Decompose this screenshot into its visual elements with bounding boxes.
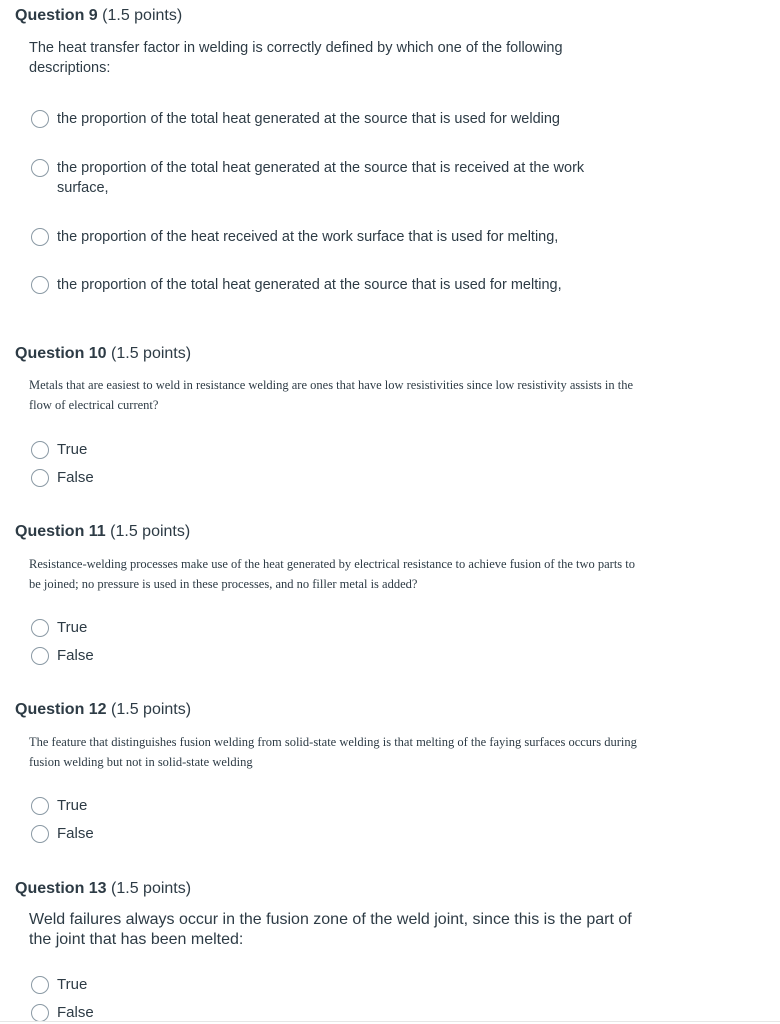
answer-label[interactable]: True [57, 797, 88, 814]
question-title: Question 9 [15, 7, 98, 24]
answer-option[interactable] [31, 158, 631, 198]
question-text: Weld failures always occur in the fusion zone of the weld joint, since this is the part of the joint that has been melted: [29, 911, 632, 948]
answer-option-false[interactable] [31, 1003, 631, 1023]
question-title: Question 13 [15, 880, 107, 897]
question-title: Question 12 [15, 701, 107, 718]
divider [0, 1021, 780, 1022]
radio-button[interactable] [31, 825, 49, 843]
question-points: (1.5 points) [111, 880, 192, 897]
answer-option[interactable] [31, 227, 631, 247]
question-points: (1.5 points) [111, 345, 192, 362]
question-title: Question 11 [15, 523, 106, 540]
radio-button[interactable] [31, 619, 49, 637]
question-header [15, 6, 182, 26]
radio-button[interactable] [31, 159, 49, 177]
radio-button[interactable] [31, 1004, 49, 1022]
question-text: Resistance-welding processes make use of the heat generated by electrical resistance to achieve fusion of the two parts to be joined; no pressure is used in these processes, and no filler metal is added? [29, 557, 636, 591]
question-text: The heat transfer factor in welding is correctly defined by which one of the following descriptions: [29, 40, 563, 76]
radio-button[interactable] [31, 976, 49, 994]
answer-label[interactable]: False [57, 1004, 94, 1021]
question-points: (1.5 points) [102, 7, 183, 24]
question-text: Metals that are easiest to weld in resistance welding are ones that have low resistivities since low resistivity assists in the flow of electrical current? [29, 378, 634, 412]
question-header [15, 522, 190, 542]
radio-button[interactable] [31, 797, 49, 815]
answer-option-true[interactable] [31, 618, 631, 638]
answer-label[interactable]: the proportion of the total heat generated at the source that is used for welding [57, 111, 560, 127]
answer-option-false[interactable] [31, 824, 631, 844]
answer-label[interactable]: False [57, 469, 94, 486]
question-header [15, 344, 191, 364]
answer-label[interactable]: the proportion of the total heat generated at the source that is received at the work surface, [57, 160, 585, 196]
answer-option[interactable] [31, 275, 631, 295]
radio-button[interactable] [31, 276, 49, 294]
answer-label[interactable]: True [57, 619, 88, 636]
question-title: Question 10 [15, 345, 107, 362]
radio-button[interactable] [31, 228, 49, 246]
answer-option-false[interactable] [31, 646, 631, 666]
radio-button[interactable] [31, 647, 49, 665]
radio-button[interactable] [31, 110, 49, 128]
radio-button[interactable] [31, 441, 49, 459]
question-text: The feature that distinguishes fusion welding from solid-state welding is that melting of the faying surfaces occurs during fusion welding but not in solid-state welding [29, 735, 637, 769]
question-header [15, 879, 191, 899]
answer-option[interactable] [31, 109, 631, 129]
question-points: (1.5 points) [111, 701, 192, 718]
question-header [15, 700, 191, 720]
answer-label[interactable]: True [57, 976, 88, 993]
answer-option-true[interactable] [31, 975, 631, 995]
answer-label[interactable]: False [57, 825, 94, 842]
answer-option-false[interactable] [31, 468, 631, 488]
answer-label[interactable]: the proportion of the heat received at the work surface that is used for melting, [57, 229, 559, 245]
answer-option-true[interactable] [31, 796, 631, 816]
question-points: (1.5 points) [110, 523, 191, 540]
answer-label[interactable]: True [57, 441, 88, 458]
answer-option-true[interactable] [31, 440, 631, 460]
answer-label[interactable]: False [57, 647, 94, 664]
radio-button[interactable] [31, 469, 49, 487]
answer-label[interactable]: the proportion of the total heat generated at the source that is used for melting, [57, 277, 562, 293]
